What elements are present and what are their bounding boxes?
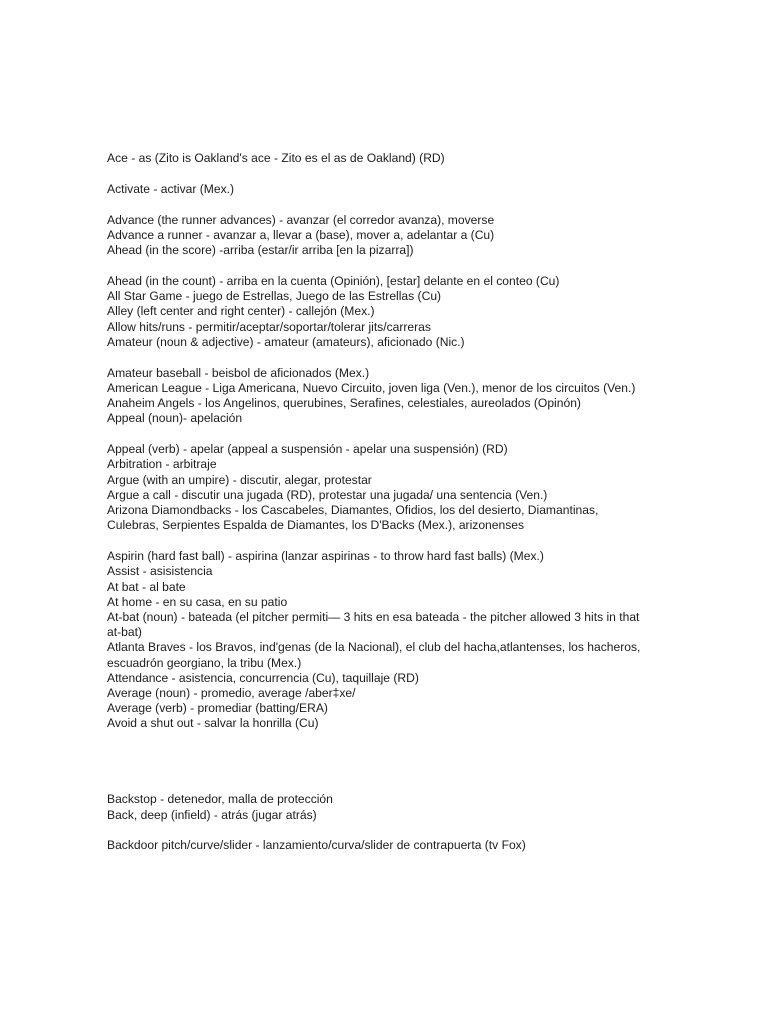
entry-group — [107, 838, 667, 853]
glossary-entry: Appeal (verb) - apelar (appeal a suspensión - apelar una suspensión) (RD) — [107, 442, 508, 457]
glossary-entry: Advance (the runner advances) - avanzar (el corredor avanza), moverse — [107, 212, 495, 227]
glossary-entry: Ace - as (Zito is Oakland's ace - Zito es el as de Oakland) (RD) — [107, 151, 445, 165]
glossary-entry-continuation: Culebras, Serpientes Espalda de Diamantes, los D'Backs (Mex.), arizonenses — [107, 518, 525, 533]
glossary-entry: At home - en su casa, en su patio — [107, 594, 288, 609]
glossary-entry: Allow hits/runs - permitir/aceptar/soportar/tolerar jits/carreras — [107, 319, 431, 334]
glossary-entry: American League - Liga Americana, Nuevo Circuito, joven liga (Ven.), menor de los circuitos (Ven.) — [107, 380, 636, 395]
glossary-entry: Average (verb) - promediar (batting/ERA) — [107, 701, 328, 716]
entry-group — [107, 792, 667, 822]
glossary-entry: Assist - asisistencia — [107, 564, 213, 579]
glossary-entry: Alley (left center and right center) - callejón (Mex.) — [107, 304, 375, 319]
entry-group — [107, 182, 667, 197]
entry-group — [107, 213, 667, 259]
glossary-entry: Ahead (in the count) - arriba en la cuenta (Opinión), [estar] delante en el conteo (Cu) — [107, 274, 560, 289]
glossary-entry: Aspirin (hard fast ball) - aspirina (lanzar aspirinas - to throw hard fast balls) (Mex.) — [107, 549, 544, 564]
glossary-entry: Amateur (noun & adjective) - amateur (amateurs), aficionado (Nic.) — [107, 334, 465, 349]
section-gap — [107, 747, 667, 792]
entry-group — [107, 366, 667, 427]
glossary-entry-continuation: escuadrón georgiano, la tribu (Mex.) — [107, 655, 302, 670]
glossary-entry: Backdoor pitch/curve/slider - lanzamiento/curva/slider de contrapuerta (tv Fox) — [107, 838, 526, 853]
glossary-entry: Atlanta Braves - los Bravos, ind'genas (de la Nacional), el club del hacha,atlantenses, los hacheros, — [107, 640, 641, 655]
glossary-entry: At-bat (noun) - bateada (el pitcher permiti— 3 hits en esa bateada - the pitcher allowed 3 hits in that — [107, 610, 640, 624]
glossary-entry: Average (noun) - promedio, average /aber‡xe/ — [107, 686, 356, 701]
glossary-entry: Argue a call - discutir una jugada (RD), protestar una jugada/ una sentencia (Ven.) — [107, 487, 548, 502]
glossary-entry: At bat - al bate — [107, 579, 186, 594]
glossary-entry: All Star Game - juego de Estrellas, Juego de las Estrellas (Cu) — [107, 289, 442, 304]
glossary-entry: Advance a runner - avanzar a, llevar a (base), mover a, adelantar a (Cu) — [107, 227, 495, 242]
glossary-body — [107, 151, 667, 869]
glossary-entry: Argue (with an umpire) - discutir, alegar, protestar — [107, 472, 372, 487]
entry-group — [107, 549, 667, 731]
glossary-entry: Activate - activar (Mex.) — [107, 181, 235, 196]
glossary-entry-continuation: at-bat) — [107, 625, 142, 640]
glossary-entry: Ahead (in the score) -arriba (estar/ir arriba [en la pizarra]) — [107, 243, 414, 258]
glossary-entry: Arizona Diamondbacks - los Cascabeles, Diamantes, Ofidios, los del desierto, Diamantinas, — [107, 503, 599, 518]
glossary-entry: Back, deep (infield) - atrás (jugar atrás) — [107, 807, 317, 822]
glossary-entry: Arbitration - arbitraje — [107, 457, 217, 472]
glossary-entry: Amateur baseball - beisbol de aficionados (Mex.) — [107, 365, 370, 380]
entry-group — [107, 274, 667, 350]
glossary-entry: Avoid a shut out - salvar la honrilla (Cu) — [107, 716, 319, 731]
entry-group — [107, 442, 667, 533]
glossary-entry: Attendance - asistencia, concurrencia (Cu), taquillaje (RD) — [107, 670, 419, 685]
entry-group — [107, 151, 667, 166]
glossary-entry: Anaheim Angels - los Angelinos, querubines, Serafines, celestiales, aureolados (Opinón) — [107, 396, 581, 411]
glossary-entry: Backstop - detenedor, malla de protección — [107, 792, 333, 807]
glossary-entry: Appeal (noun)- apelación — [107, 411, 243, 426]
